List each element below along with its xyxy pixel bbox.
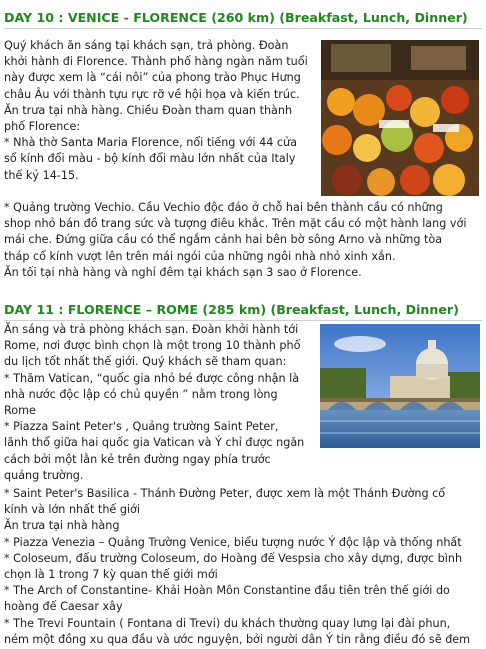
day10-line: phố Florence: <box>4 120 81 134</box>
rome-photo <box>320 324 480 448</box>
day10-line: Quý khách ăn sáng tại khách sạn, trả phòng. Đoàn <box>4 39 289 52</box>
day11-line: Rome <box>4 404 36 418</box>
day11-line: du lịch tốt nhất thế giới. Quý khách sẽ tham quan: <box>4 355 287 369</box>
day10-line: * Quảng trường Vechio. Cầu Vechio độc đáo ở chỗ hai bên thành cầu có những <box>4 201 443 214</box>
day10-line: sổ kính đổi màu - bộ kính đổi màu lớn nhất của Italy <box>4 152 296 166</box>
day10-heading: DAY 10 : VENICE - FLORENCE (260 km) (Breakfast, Lunch, Dinner) <box>4 8 482 29</box>
day11-line: * Piazza Saint Peter's , Quảng trường Saint Peter, <box>4 420 279 434</box>
market-photo <box>321 40 479 196</box>
day10-line: này được xem là “cái nôi” của phong trào Phục Hưng <box>4 71 301 85</box>
day11-line: cách bởi một lằn kẻ trên đường ngay phía trước <box>4 452 271 466</box>
day10-intro-text <box>4 38 324 184</box>
day10-line: Ăn trưa tại nhà hàng. Chiều Đoàn tham quan thành <box>4 103 293 117</box>
day11-line: hoàng đế Caesar xây <box>4 600 123 614</box>
day10-line: thế kỷ 14-15. <box>4 168 79 182</box>
day11-line: chọn là 1 trong 7 kỳ quan thế giới mới <box>4 568 218 582</box>
day11-line: * The Arch of Constantine- Khải Hoàn Môn Constantine đầu tiên trên thế giới do <box>4 584 450 598</box>
day11-line: * The Trevi Fountain ( Fontana di Trevi) du khách thường quay lưng lại đài phun, <box>4 616 451 630</box>
day11-line: * Piazza Venezia – Quảng Trường Venice, biểu tượng nước Ý độc lập và thống nhất <box>4 535 462 549</box>
day11-heading: DAY 11 : FLORENCE – ROME (285 km) (Breakfast, Lunch, Dinner) <box>4 300 482 321</box>
day11-line: kính và lớn nhất thế giới <box>4 503 141 517</box>
day11-line: lãnh thổ giữa hai quốc gia Vatican và Ý chỉ được ngăn <box>4 436 305 450</box>
day10-line: khởi hành đi Florence. Thành phố hàng ngàn năm tuổi <box>4 55 308 69</box>
day11-line: * Saint Peter's Basilica - Thánh Đường Peter, được xem là một Thánh Đường cổ <box>4 487 446 500</box>
day11-details-text <box>4 486 484 648</box>
day10-details-text <box>4 200 484 281</box>
day11-line: * Coloseum, đấu trường Coloseum, do Hoàng đế Vespsia cho xây dựng, được bình <box>4 551 463 565</box>
day10-line: mái che. Đứng giữa cầu có thể ngắm cảnh hai bên bờ sông Arno và những tòa <box>4 233 443 247</box>
day11-line: Rome, nơi được bình chọn là một trong 10 thành phố <box>4 339 301 353</box>
day11-line: nhà nước độc lập có chủ quyền ” nằm trong lòng <box>4 387 278 401</box>
day11-line: Ăn sáng và trả phòng khách sạn. Đoàn khởi hành tới <box>4 323 299 336</box>
day11-line: * Thăm Vatican, “quốc gia nhỏ bé được công nhận là <box>4 371 300 385</box>
day10-line: châu Âu với thành tựu rực rỡ về hội họa và kiến trúc. <box>4 87 300 101</box>
day11-line: quảng trường. <box>4 468 84 482</box>
day10-line: Ăn tối tại nhà hàng và nghỉ đêm tại khách sạn 3 sao ở Florence. <box>4 265 362 279</box>
day11-intro-text <box>4 322 320 484</box>
day11-line: ném một đồng xu qua đầu và ước nguyện, bởi người dân Ý tin rằng điều đó sẽ đem <box>4 632 471 646</box>
day10-line: shop nhỏ bán đồ trang sức và tượng điêu khắc. Trên mặt cầu có một hành lang với <box>4 217 467 231</box>
day10-line: tháp cổ kính vượt lên trên mái ngói của những ngôi nhà nhỏ xinh xắn. <box>4 249 396 263</box>
day10-line: * Nhà thờ Santa Maria Florence, nổi tiếng với 44 cửa <box>4 136 297 150</box>
day11-line: Ăn trưa tại nhà hàng <box>4 519 120 533</box>
